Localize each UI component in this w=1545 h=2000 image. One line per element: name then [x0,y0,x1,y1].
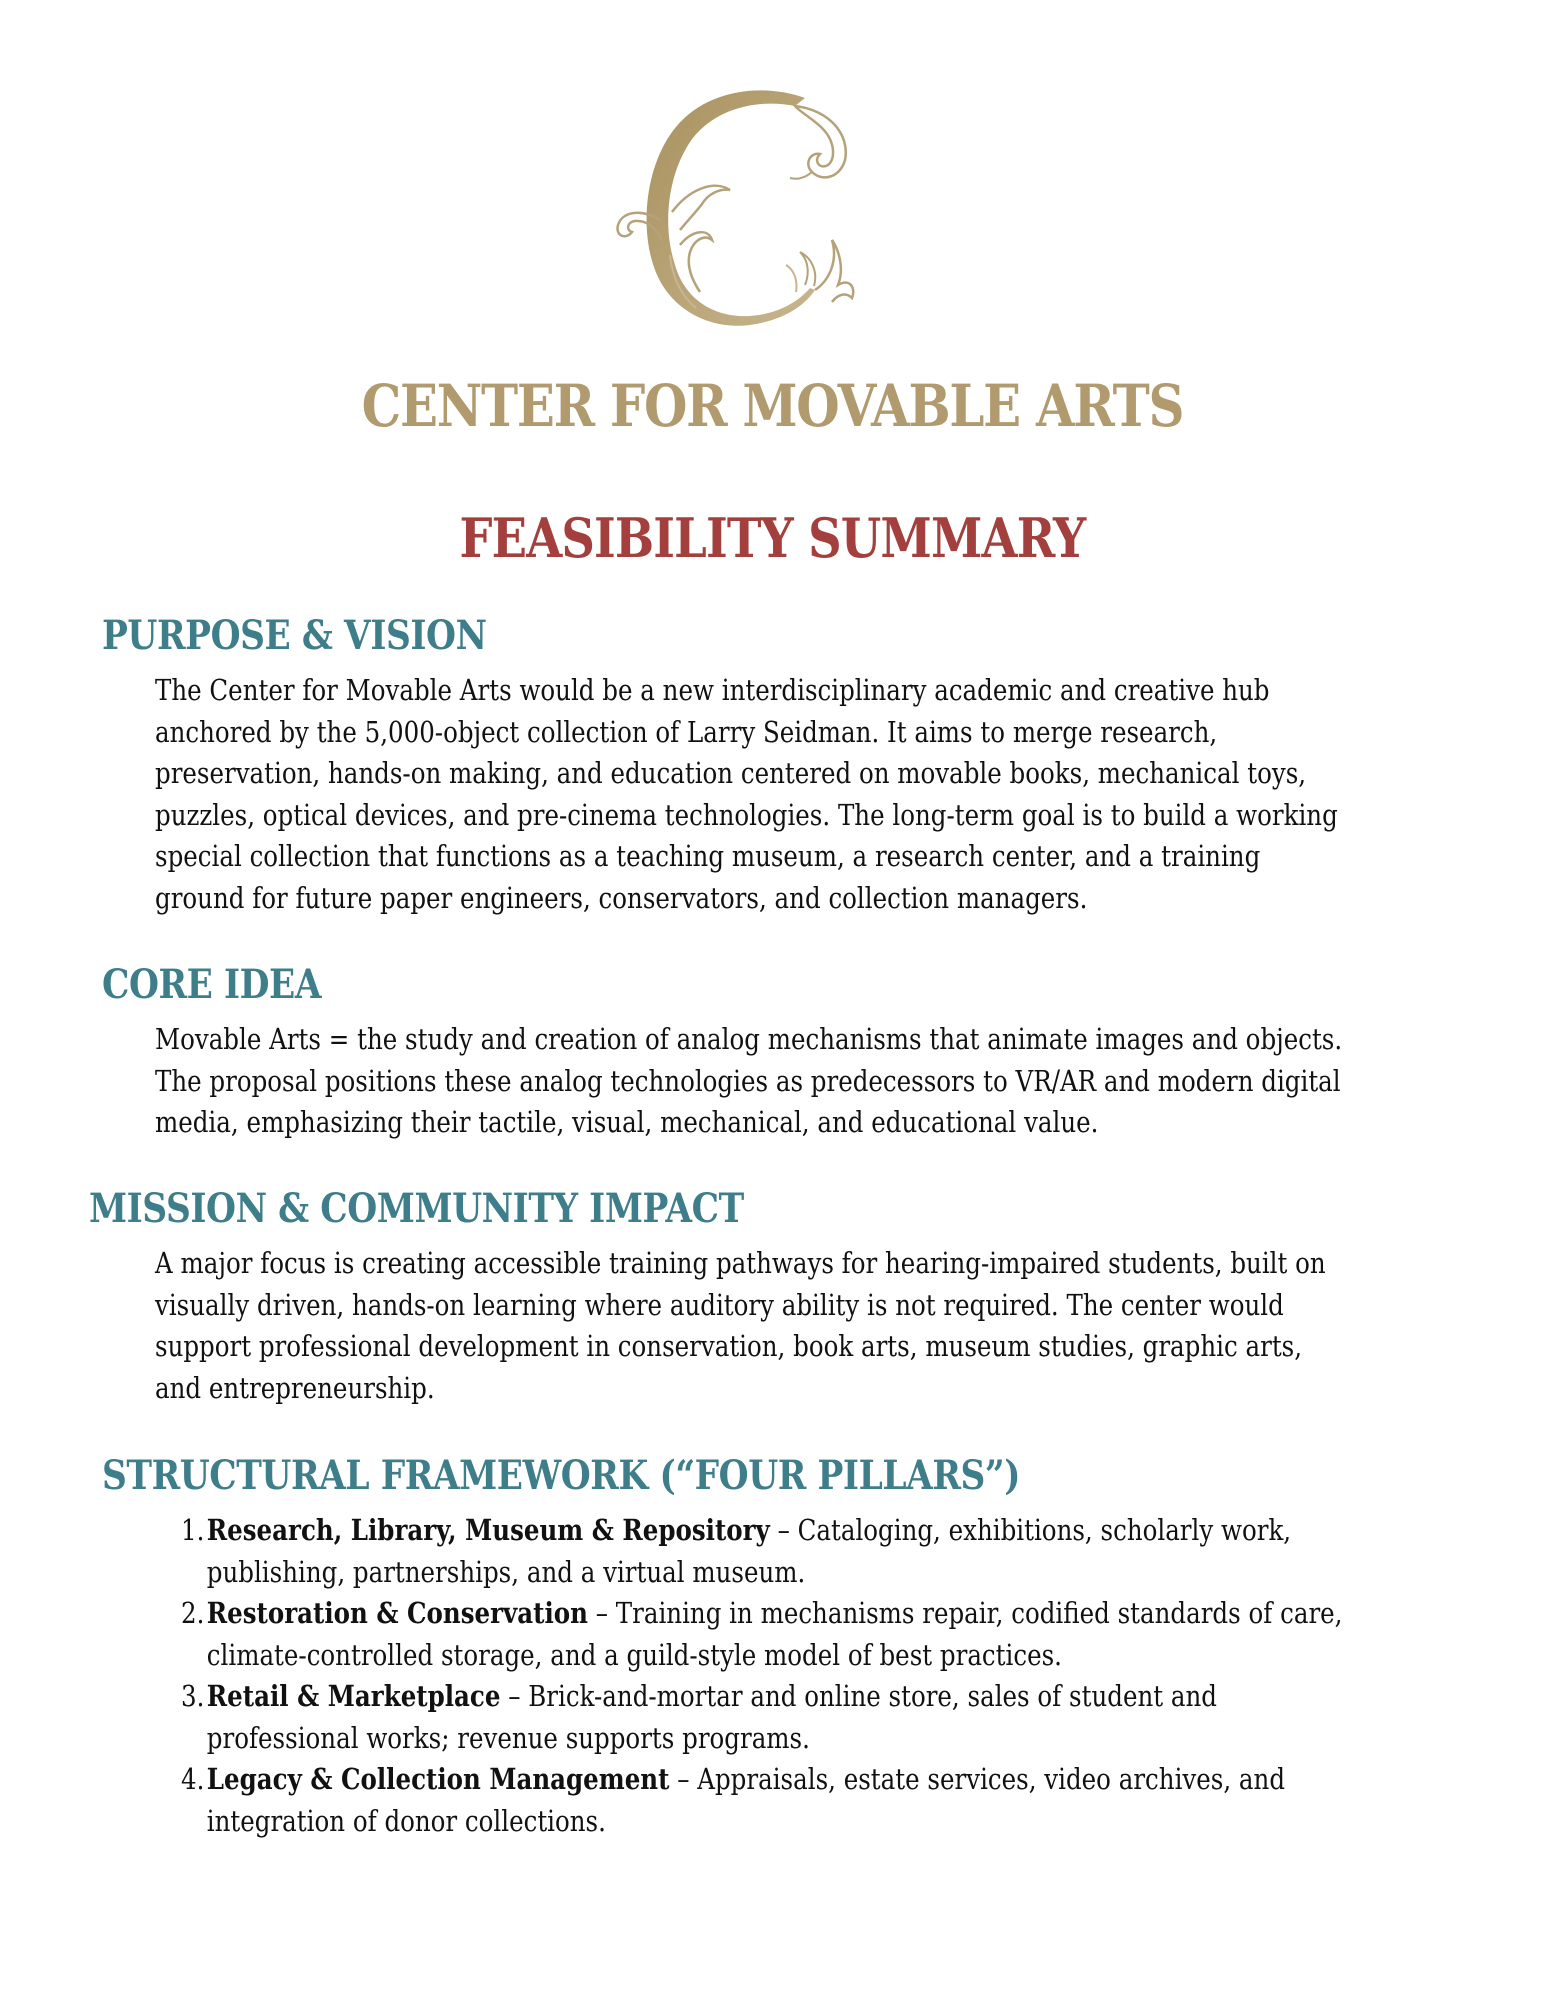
pillar-description: – Training in mechanisms repair, codified standards of care, [587,1597,1343,1630]
ornate-c-logo-icon [600,80,870,345]
pillar-title: Restoration & Conservation [206,1596,588,1630]
list-number: 1. [181,1514,205,1547]
four-pillars-list [181,1510,1385,1842]
paragraph-purpose-vision [155,670,1402,919]
text-line: media, emphasizing their tactile, visual, mechanical, and educational value. [155,1106,1099,1139]
text-line: ground for future paper engineers, conservators, and collection managers. [155,881,1088,915]
list-number: 2. [181,1597,205,1630]
paragraph-core-idea [155,1019,1402,1144]
pillar-title: Retail & Marketplace [206,1679,501,1713]
text-line: visually driven, hands-on learning where auditory ability is not required. The center would [155,1288,1284,1322]
document-subtitle: FEASIBILITY SUMMARY [459,506,1086,570]
text-line: support professional development in conservation, book arts, museum studies, graphic arts, [155,1330,1303,1363]
text-line: Movable Arts = the study and creation of analog mechanisms that animate images and objects. [155,1023,1343,1056]
text-line: The Center for Movable Arts would be a new interdisciplinary academic and creative hub [155,674,1270,707]
list-number: 3. [181,1680,205,1713]
pillar-item-retail [181,1676,1385,1759]
pillar-description: – Cataloging, exhibitions, scholarly work, [769,1514,1292,1547]
pillar-description-continued: integration of donor collections. [206,1804,606,1838]
text-line: special collection that functions as a teaching museum, a research center, and a training [155,840,1261,873]
pillar-item-restoration [181,1593,1385,1676]
pillar-description-continued: climate-controlled storage, and a guild-style model of best practices. [206,1638,1062,1672]
text-line: The proposal positions these analog technologies as predecessors to VR/AR and modern digital [155,1064,1341,1098]
text-line: anchored by the 5,000-object collection of Larry Seidman. It aims to merge research, [155,715,1218,749]
pillar-description-continued: publishing, partnerships, and a virtual museum. [206,1555,806,1589]
heading-mission-community-impact: MISSION & COMMUNITY IMPACT [89,1185,744,1232]
pillar-item-research [181,1510,1385,1593]
pillar-description-continued: professional works; revenue supports programs. [206,1721,810,1755]
pillar-title: Research, Library, Museum & Repository [206,1513,770,1547]
organization-title: CENTER FOR MOVABLE ARTS [361,372,1184,440]
text-line: puzzles, optical devices, and pre-cinema technologies. The long-term goal is to build a working [155,798,1338,832]
text-line: and entrepreneurship. [155,1371,435,1405]
text-line: A major focus is creating accessible training pathways for hearing-impaired students, built on [155,1247,1326,1280]
heading-structural-framework: STRUCTURAL FRAMEWORK (“FOUR PILLARS”) [102,1452,1021,1499]
pillar-description: – Brick-and-mortar and online store, sales of student and [500,1680,1217,1713]
heading-core-idea: CORE IDEA [102,961,322,1008]
heading-purpose-vision: PURPOSE & VISION [102,612,487,659]
text-line: preservation, hands-on making, and education centered on movable books, mechanical toys, [155,757,1307,790]
paragraph-mission-community-impact [155,1243,1402,1409]
pillar-item-legacy [181,1759,1385,1842]
pillar-title: Legacy & Collection Management [206,1762,670,1796]
pillar-description: – Appraisals, estate services, video archives, and [669,1763,1286,1796]
list-number: 4. [181,1763,205,1796]
